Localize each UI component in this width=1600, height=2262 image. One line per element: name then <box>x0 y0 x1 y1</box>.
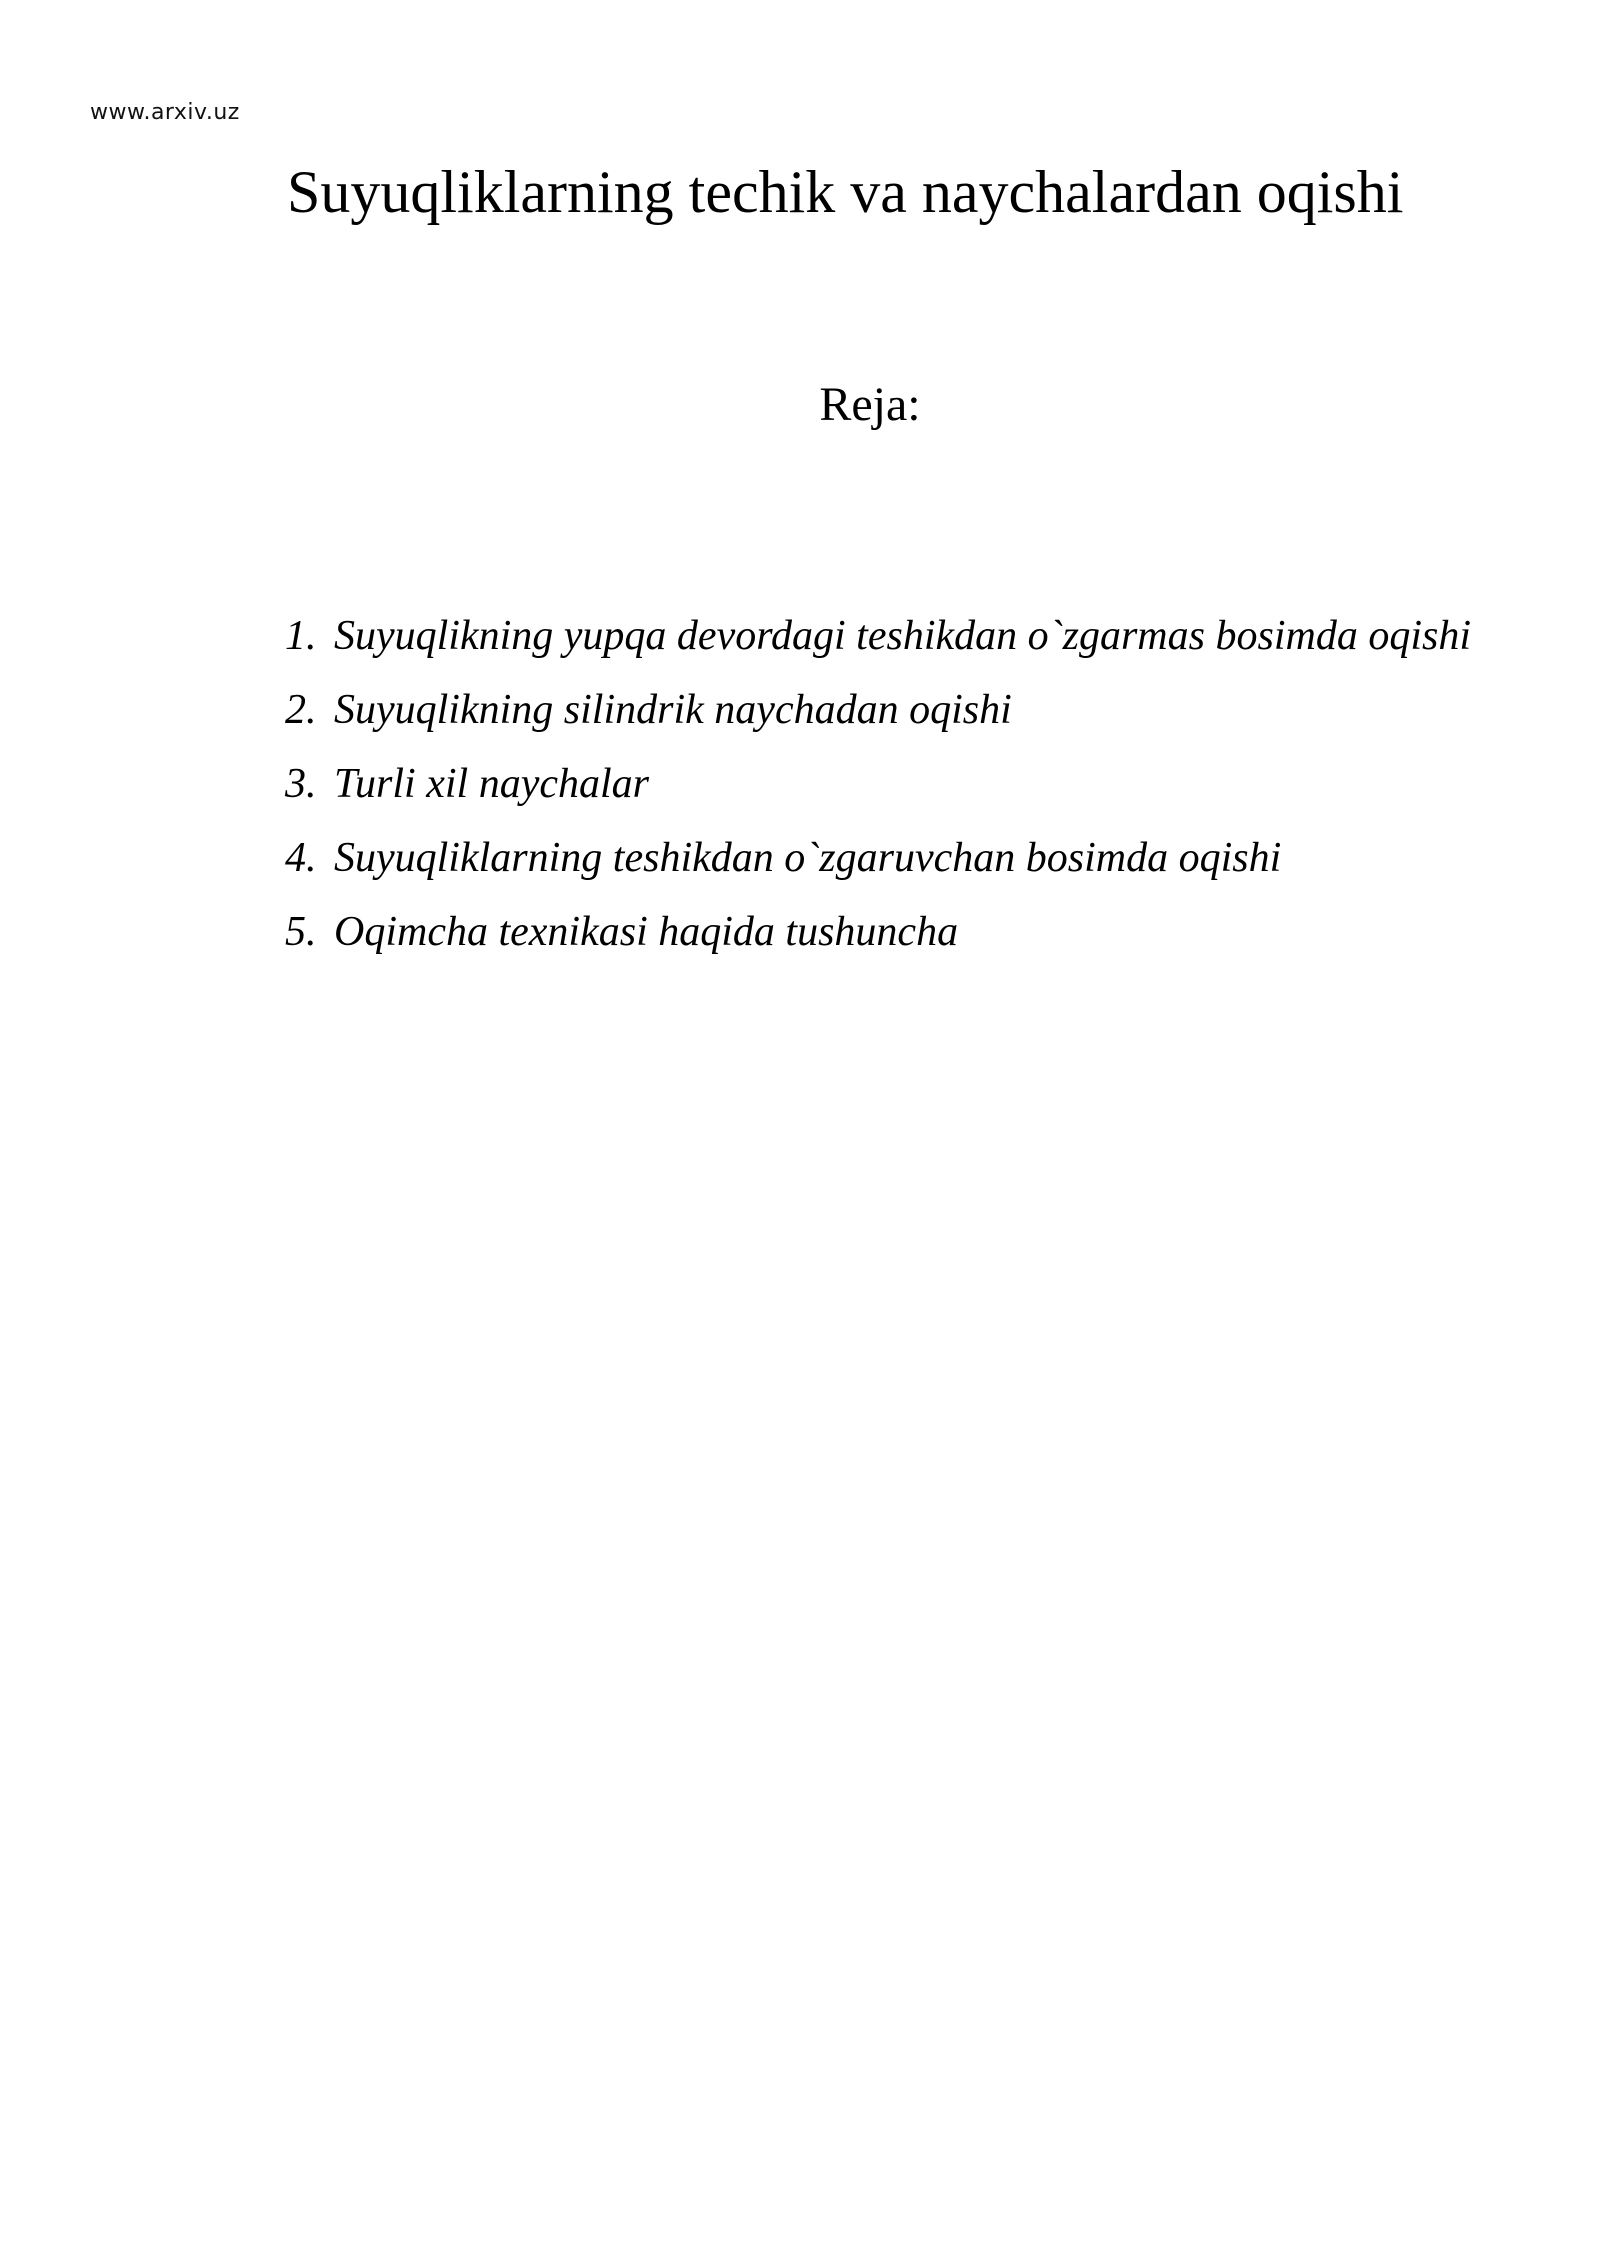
document-title: Suyuqliklarning techik va naychalardan oqishi <box>287 159 1404 225</box>
plan-item-5 <box>285 902 1471 976</box>
plan-item-4 <box>285 828 1471 902</box>
plan-item-text: Oqimcha texnikasi haqida tushuncha <box>334 909 959 955</box>
plan-item-text: Turli xil naychalar <box>334 761 649 807</box>
plan-item-number: 2. <box>285 687 317 733</box>
plan-item-text: Suyuqlikning silindrik naychadan oqishi <box>334 687 1012 733</box>
site-header-text: www.arxiv.uz <box>90 100 240 125</box>
plan-item-number: 1. <box>285 613 317 659</box>
plan-item-number: 4. <box>285 835 317 881</box>
plan-heading: Reja: <box>819 378 921 431</box>
plan-item-number: 5. <box>285 909 317 955</box>
plan-item-3 <box>285 754 1471 828</box>
plan-item-2 <box>285 680 1471 754</box>
plan-item-1 <box>285 606 1471 680</box>
plan-item-text: Suyuqlikning yupqa devordagi teshikdan o`zgarmas bosimda oqishi <box>334 613 1472 659</box>
plan-item-text: Suyuqliklarning teshikdan o`zgaruvchan bosimda oqishi <box>334 835 1282 881</box>
plan-item-number: 3. <box>285 761 317 807</box>
plan-list <box>285 606 1471 976</box>
